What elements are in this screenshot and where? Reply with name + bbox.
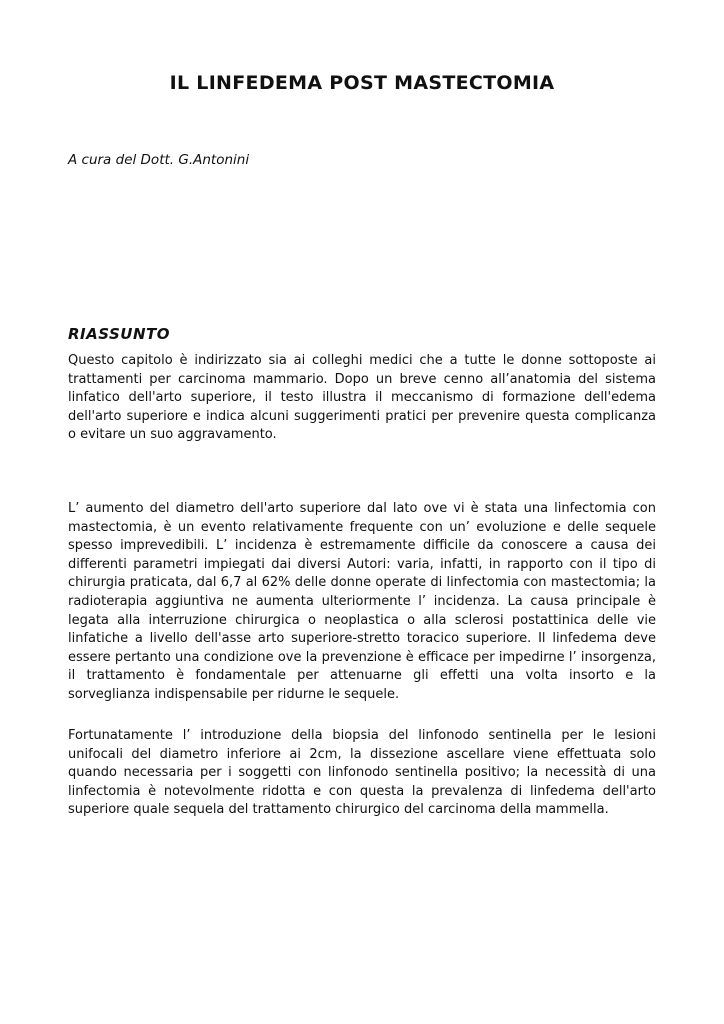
section-heading-riassunto: RIASSUNTO <box>68 325 171 343</box>
body-paragraph-2: Fortunatamente l’ introduzione della biopsia del linfonodo sentinella per le lesioni unifocali del diametro inferiore ai 2cm, la dissezione ascellare viene effettuata solo quando necessaria per i soggetti con linfonodo sentinella positivo; la necessità di una linfectomia è notevolmente ridotta e con questa la prevalenza di linfedema dell'arto superiore quale sequela del trattamento chirurgico del carcinoma della mammella. <box>68 728 656 818</box>
author-line: A cura del Dott. G.Antonini <box>68 152 250 168</box>
abstract-paragraph: Questo capitolo è indirizzato sia ai colleghi medici che a tutte le donne sottoposte ai trattamenti per carcinoma mammario. Dopo un breve cenno all’anatomia del sistema linfatico dell'arto superiore, il testo illustra il meccanismo di formazione dell'edema dell'arto superiore e indica alcuni suggerimenti pratici per prevenire questa complicanza o evitare un suo aggravamento. <box>68 353 656 443</box>
body-paragraph-1: L’ aumento del diametro dell'arto superiore dal lato ove vi è stata una linfectomia con mastectomia, è un evento relativamente frequente con un’ evoluzione e delle sequele spesso imprevedibili. L’ incidenza è estremamente difficile da conoscere a causa dei differenti parametri impiegati dai diversi Autori: varia, infatti, in rapporto con il tipo di chirurgia praticata, dal 6,7 al 62% delle donne operate di linfectomia con mastectomia; la radioterapia aggiuntiva ne aumenta ulteriormente l’ incidenza. La causa principale è legata alla interruzione chirurgica o neoplastica o alla sclerosi postattinica delle vie linfatiche a livello dell'asse arto superiore-stretto toracico superiore. Il linfedema deve essere pertanto una condizione ove la prevenzione è efficace per impedirne l’ insorgenza, il trattamento è fondamentale per attenuarne gli effetti una volta insorto e la sorveglianza indispensabile per ridurne le sequele. <box>68 501 656 702</box>
document-title: IL LINFEDEMA POST MASTECTOMIA <box>169 72 555 94</box>
